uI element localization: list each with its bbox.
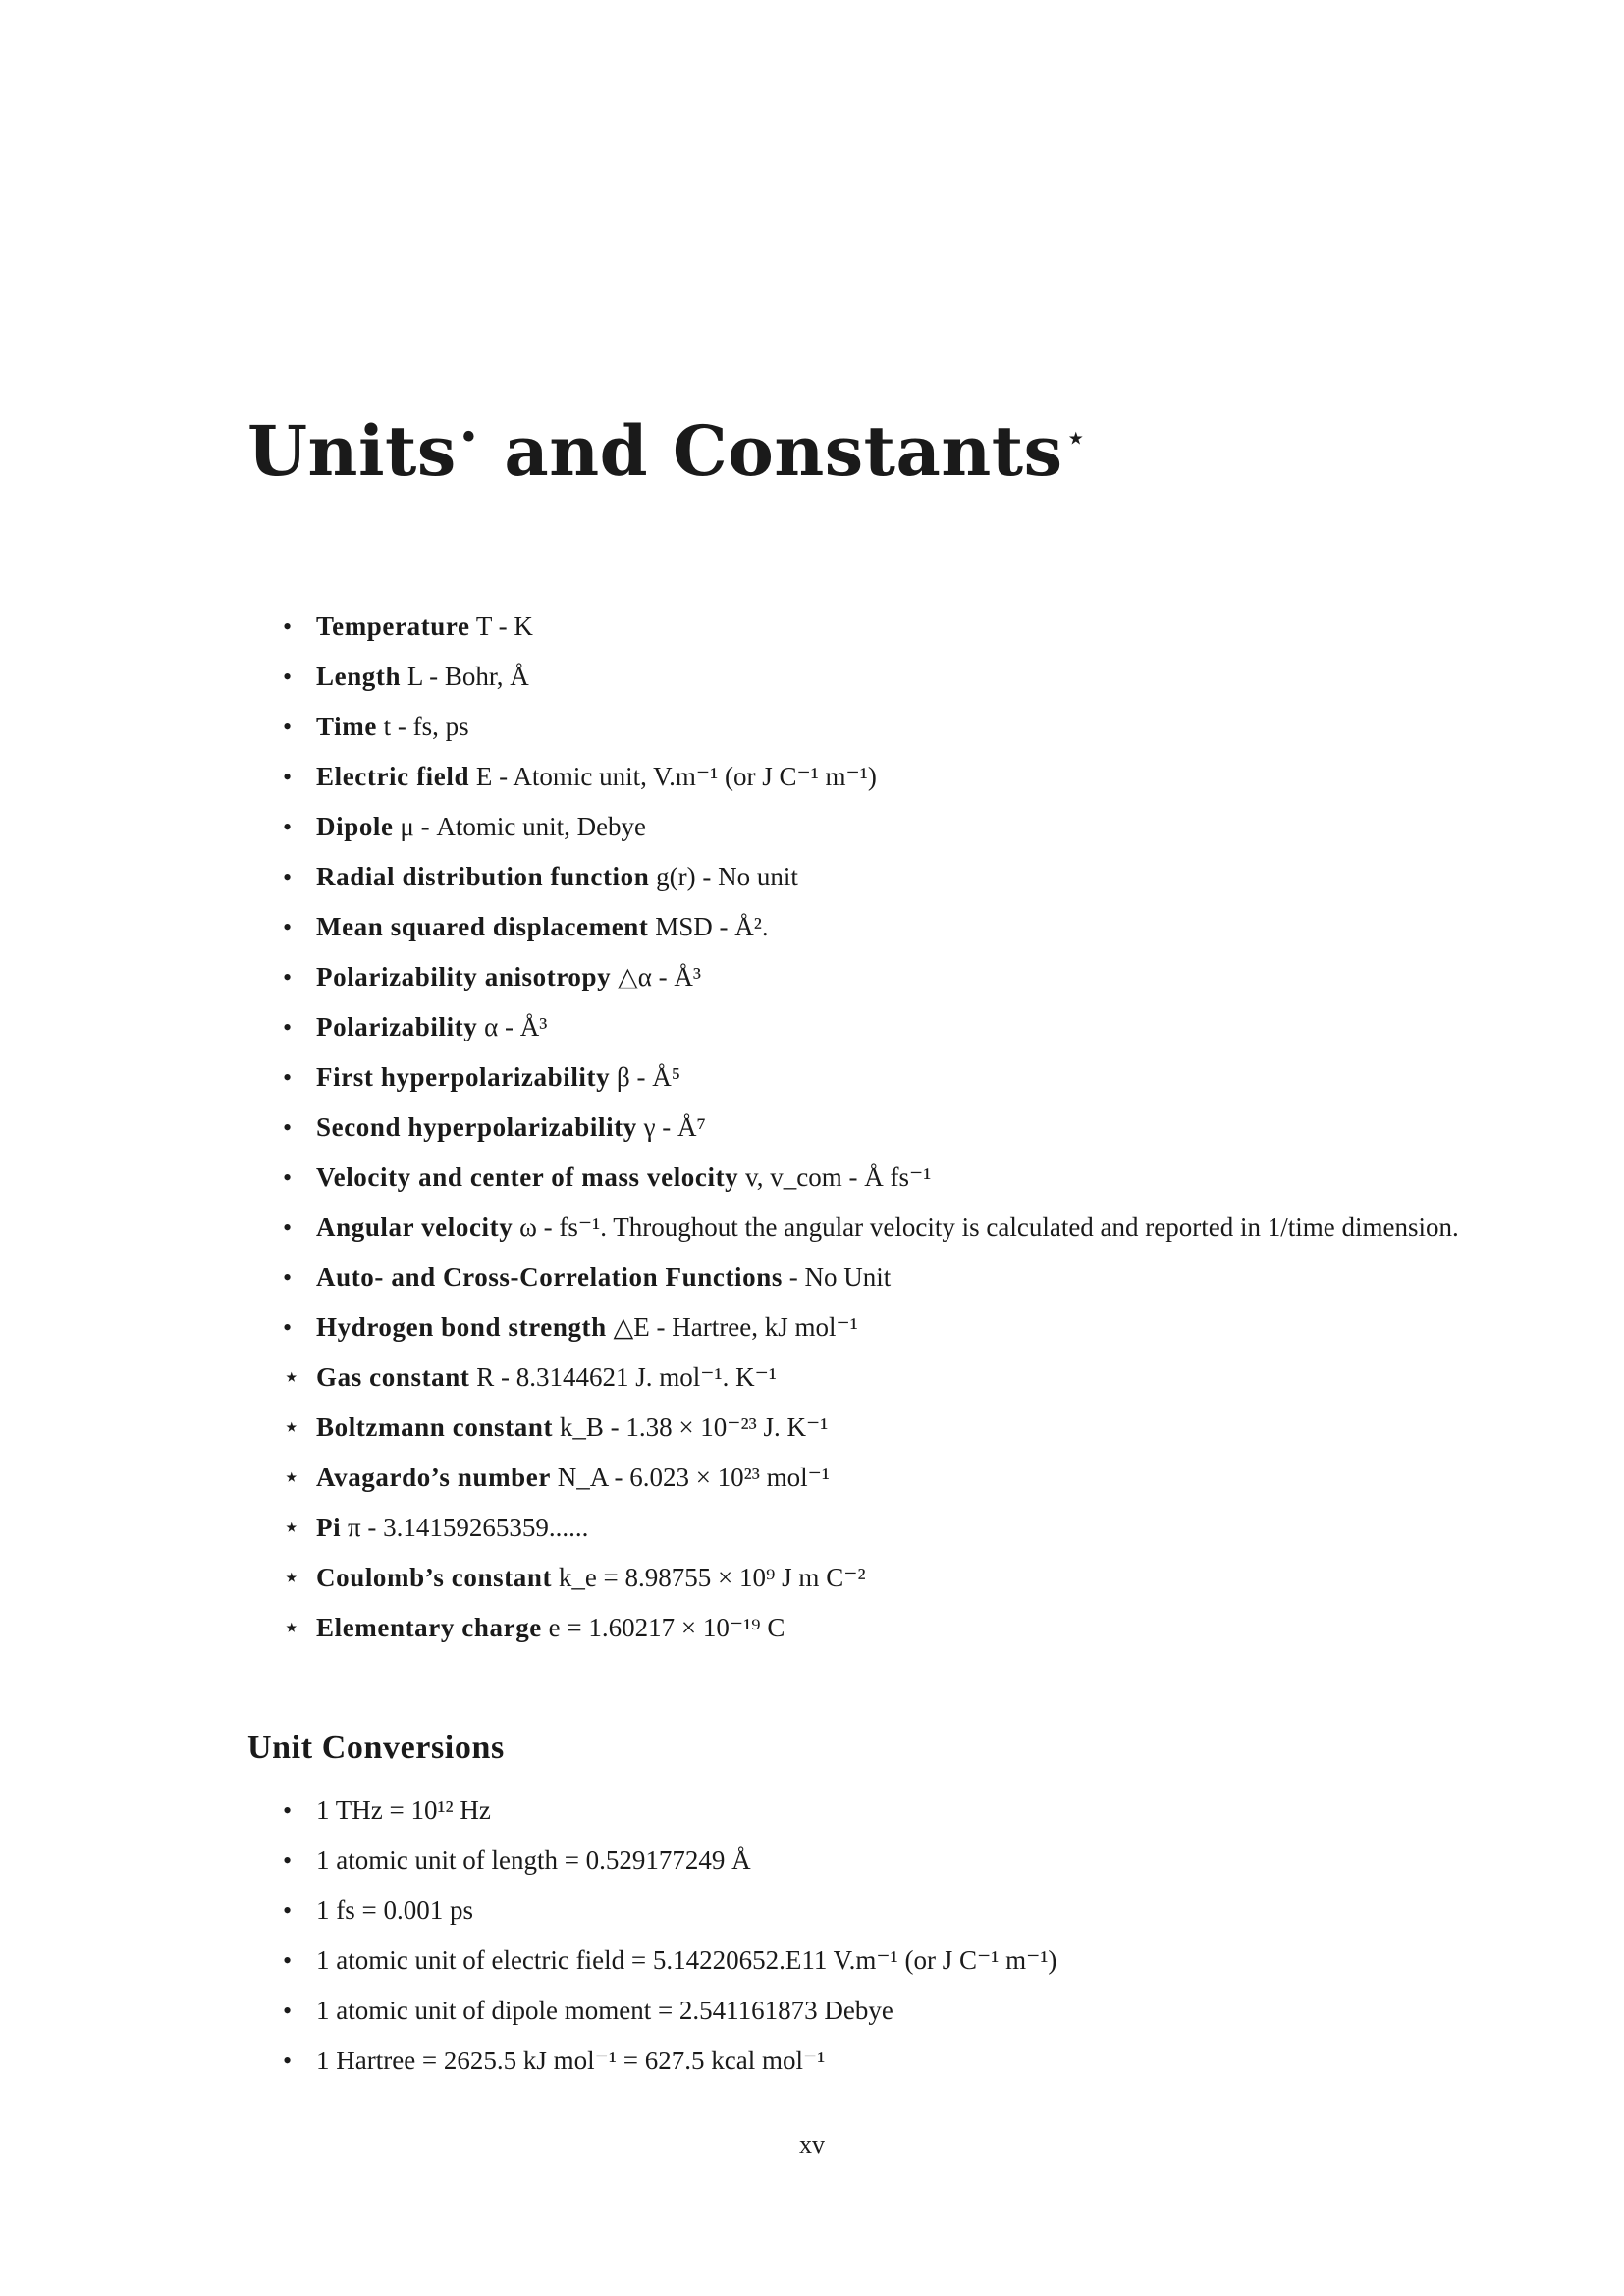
list-item: [247, 808, 1465, 845]
item-desc: μ - Atomic unit, Debye: [393, 812, 647, 841]
section-heading: Unit Conversions: [247, 1730, 505, 1766]
item-term: Elementary charge: [316, 1613, 542, 1642]
list-item: [247, 908, 1465, 945]
star-icon: [283, 1509, 306, 1547]
item-term: Coulomb’s constant: [316, 1563, 553, 1592]
bullet-icon: [283, 958, 306, 996]
bullet-icon: [283, 1108, 306, 1147]
title-mid: and Constants: [479, 410, 1063, 492]
conversion-text: 1 fs = 0.001 ps: [316, 1896, 473, 1925]
item-desc: △α - Å³: [611, 962, 702, 991]
item-desc: α - Å³: [477, 1012, 548, 1041]
title-main: Units: [247, 410, 457, 492]
item-desc: L - Bohr, Å: [401, 662, 529, 691]
item-term: Mean squared displacement: [316, 912, 649, 941]
item-term: Temperature: [316, 612, 470, 641]
list-item: [247, 658, 1465, 695]
conversion-text: 1 Hartree = 2625.5 kJ mol⁻¹ = 627.5 kcal mol⁻¹: [316, 2046, 826, 2075]
list-item: [247, 1258, 1465, 1296]
item-desc: β - Å⁵: [610, 1062, 681, 1092]
list-item: [247, 1942, 1465, 1979]
item-desc: k_B - 1.38 × 10⁻²³ J. K⁻¹: [553, 1413, 829, 1442]
bullet-icon: [283, 1942, 306, 1980]
item-term: Polarizability: [316, 1012, 478, 1041]
list-item: [247, 1559, 1465, 1596]
item-term: Second hyperpolarizability: [316, 1112, 637, 1142]
item-term: Dipole: [316, 812, 394, 841]
item-desc: N_A - 6.023 × 10²³ mol⁻¹: [550, 1463, 830, 1492]
list-item: [247, 1008, 1465, 1045]
bullet-icon: [283, 1208, 306, 1247]
list-item: [247, 1509, 1465, 1546]
item-desc: g(r) - No unit: [649, 862, 798, 891]
item-term: Boltzmann constant: [316, 1413, 554, 1442]
list-item: [247, 608, 1465, 645]
conversion-text: 1 atomic unit of electric field = 5.14220652.E11 V.m⁻¹ (or J C⁻¹ m⁻¹): [316, 1946, 1057, 1975]
list-item: [247, 758, 1465, 795]
item-term: Radial distribution function: [316, 862, 650, 891]
units-list: [247, 608, 1465, 1659]
bullet-icon: [283, 608, 306, 646]
item-term: Auto- and Cross-Correlation Functions: [316, 1262, 783, 1292]
item-desc: e = 1.60217 × 10⁻¹⁹ C: [541, 1613, 785, 1642]
bullet-icon: [283, 1308, 306, 1347]
page-number: xv: [799, 2130, 825, 2159]
list-item: [247, 1459, 1465, 1496]
bullet-icon: [283, 1791, 306, 1830]
conversions-list: [247, 1791, 1465, 2092]
item-term: Polarizability anisotropy: [316, 962, 612, 991]
list-item: [247, 1308, 1465, 1346]
star-mark: ⋆: [1064, 418, 1088, 458]
bullet-icon: [283, 758, 306, 796]
star-icon: [283, 1409, 306, 1447]
item-desc: MSD - Å².: [648, 912, 769, 941]
list-item: [247, 1058, 1465, 1095]
list-item: [247, 1892, 1465, 1929]
item-term: Gas constant: [316, 1362, 470, 1392]
star-icon: [283, 1459, 306, 1497]
item-term: Time: [316, 712, 377, 741]
item-desc: - No Unit: [782, 1262, 892, 1292]
item-desc: t - fs, ps: [376, 712, 469, 741]
list-item: [247, 958, 1465, 995]
item-term: Avagardo’s number: [316, 1463, 551, 1492]
list-item: [247, 708, 1465, 745]
list-item: [247, 1992, 1465, 2029]
bullet-icon: [283, 1992, 306, 2030]
list-item: [247, 1108, 1465, 1146]
list-item: [247, 1158, 1465, 1196]
bullet-mark: •: [458, 418, 480, 458]
bullet-icon: [283, 908, 306, 946]
item-term: Electric field: [316, 762, 470, 791]
item-desc: γ - Å⁷: [636, 1112, 706, 1142]
item-desc: △E - Hartree, kJ mol⁻¹: [606, 1312, 858, 1342]
page-title: [247, 410, 1088, 492]
list-item: [247, 858, 1465, 895]
item-desc: v, v_com - Å fs⁻¹: [738, 1162, 932, 1192]
bullet-icon: [283, 658, 306, 696]
bullet-icon: [283, 1008, 306, 1046]
list-item: [247, 1609, 1465, 1646]
list-item: [247, 2042, 1465, 2079]
list-item: [247, 1409, 1465, 1446]
conversion-text: 1 THz = 10¹² Hz: [316, 1795, 491, 1825]
conversion-text: 1 atomic unit of dipole moment = 2.541161873 Debye: [316, 1996, 893, 2025]
item-term: First hyperpolarizability: [316, 1062, 611, 1092]
item-desc: E - Atomic unit, V.m⁻¹ (or J C⁻¹ m⁻¹): [469, 762, 877, 791]
conversion-text: 1 atomic unit of length = 0.529177249 Å: [316, 1845, 751, 1875]
list-item: [247, 1208, 1465, 1246]
star-icon: [283, 1559, 306, 1597]
item-desc: T - K: [469, 612, 533, 641]
bullet-icon: [283, 1892, 306, 1930]
item-term: Hydrogen bond strength: [316, 1312, 607, 1342]
list-item: [247, 1842, 1465, 1879]
star-icon: [283, 1359, 306, 1397]
bullet-icon: [283, 1058, 306, 1096]
bullet-icon: [283, 858, 306, 896]
star-icon: [283, 1609, 306, 1647]
list-item: [247, 1791, 1465, 1829]
item-desc: π - 3.14159265359......: [341, 1513, 589, 1542]
item-desc: R - 8.3144621 J. mol⁻¹. K⁻¹: [469, 1362, 777, 1392]
bullet-icon: [283, 1158, 306, 1197]
item-desc: ω - fs⁻¹. Throughout the angular velocity is calculated and reported in 1/time dimension.: [513, 1212, 1459, 1242]
item-term: Pi: [316, 1513, 342, 1542]
bullet-icon: [283, 1258, 306, 1297]
bullet-icon: [283, 708, 306, 746]
item-term: Velocity and center of mass velocity: [316, 1162, 739, 1192]
bullet-icon: [283, 1842, 306, 1880]
bullet-icon: [283, 2042, 306, 2080]
item-term: Length: [316, 662, 402, 691]
list-item: [247, 1359, 1465, 1396]
item-desc: k_e = 8.98755 × 10⁹ J m C⁻²: [552, 1563, 866, 1592]
bullet-icon: [283, 808, 306, 846]
item-term: Angular velocity: [316, 1212, 514, 1242]
